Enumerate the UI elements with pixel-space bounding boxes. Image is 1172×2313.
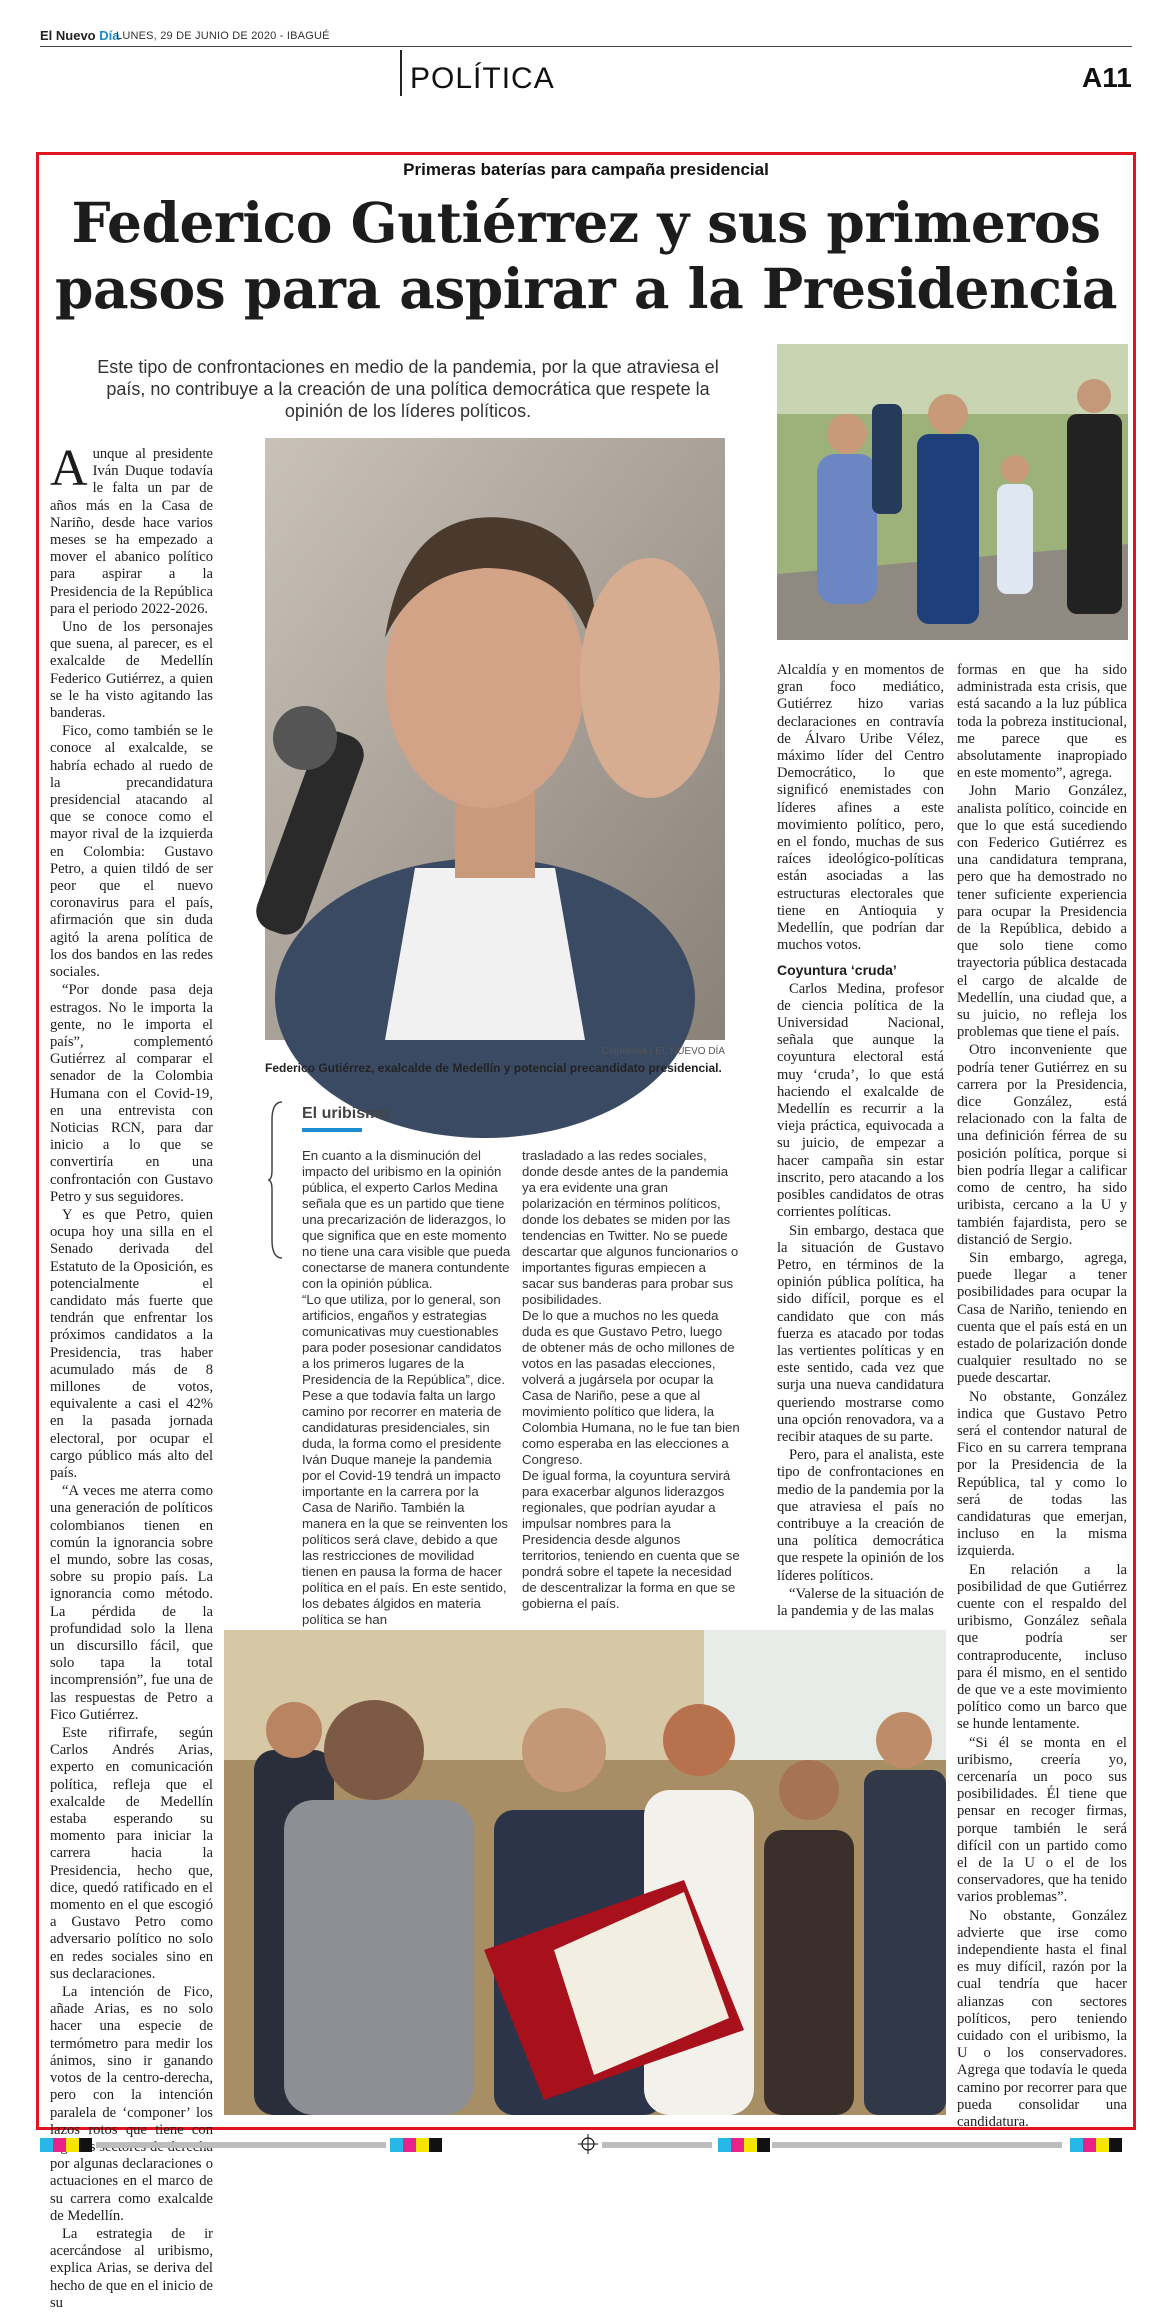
sidebar-brace	[268, 1100, 286, 1260]
registration-color-bar-center	[390, 2138, 442, 2152]
sidebar-paragraph: trasladado a las redes sociales, donde desde antes de la pandemia ya era evidente una gran polarización en términos políticos, donde los debates se miden por las tendencias en Twitter. No se puede descartar que algunos funcionarios o importantes figuras empiecen a sacar sus banderas para probar sus posibilidades.	[522, 1148, 739, 1307]
article-headline	[50, 190, 1122, 322]
portrait-image	[265, 438, 725, 1040]
section-divider	[400, 50, 402, 96]
registration-gray-bar	[602, 2142, 712, 2148]
article-subhead: Coyuntura ‘cruda’	[777, 962, 897, 979]
registration-crosshair-icon	[578, 2134, 598, 2154]
sidebar-accent-rule	[302, 1128, 362, 1132]
sidebar-paragraph: De lo que a muchos no les queda duda es que Gustavo Petro, luego de obtener más de ocho millones de votos en las pasadas elecciones, volverá a jugársela por ocupar la Casa de Nariño, pese a que al movimiento político que lidera, la Colombia Humana, no le fue tan bien como esperaba en las elecciones a Congreso.	[522, 1308, 740, 1467]
sidebar-column-b	[522, 1148, 740, 1612]
sidebar-paragraph: “Lo que utiliza, por lo general, son artificios, engaños y estrategias comunicativas muy cuestionables para poder posesionar candidatos a los primeros lugares de la Presidencia de la República”, dice.	[302, 1292, 506, 1387]
registration-color-bar-right	[718, 2138, 770, 2152]
paragraph: Y es que Petro, quien ocupa hoy una silla en el Senado derivada del Estatuto de la Oposición, es potencialmente el candidato más fuerte que tendrán que enfrentar los próximos candidatos a la Presidencia, tras haber acumulado más de 8 millones de votos, equivalente a casi el 42% en la pasada jornada electoral, por ocupar el cargo público más alto del país.	[50, 1206, 213, 1481]
paragraph: En relación a la posibilidad de que Gutiérrez cuente con el respaldo del uribismo, González señala que podría ser contraproducente, incluso para él mismo, en el sentido de que ve a este movimiento político como un barco que se hunde lentamente.	[957, 1561, 1127, 1733]
paragraph: Uno de los personajes que suena, al parecer, es el exalcalde de Medellín Federico Gutiérrez, a quien se le ha visto agitando las banderas.	[50, 619, 213, 722]
paragraph: Este rifirrafe, según Carlos Andrés Arias, experto en comunicación política, refleja que el exalcalde de Medellín estaba esperando su momento para iniciar la carrera hacia la Presidencia, hecho que, dice, quedó ratificado en el momento en el que escogió a Gustavo Petro como adversario político no solo en redes sociales sino en sus declaraciones.	[50, 1725, 213, 1982]
registration-color-bar-left	[40, 2138, 92, 2152]
ceremony-photo[interactable]	[224, 1630, 946, 2115]
paragraph: Carlos Medina, profesor de ciencia política de la Universidad Nacional, señala que aunque la coyuntura electoral está muy ‘cruda’, lo que está haciendo el exalcalde de Medellín es recurrir a la vieja práctica, equivocada a su juicio, de empezar a hacer campaña sin estar inscrito, pero atacando a los posibles candidatos de otras corrientes políticas.	[777, 980, 944, 1221]
paragraph: “Valerse de la situación de la pandemia y de las malas	[777, 1585, 944, 1619]
paragraph: Sin embargo, destaca que la situación de Gustavo Petro, en términos de la opinión pública política, ha sido difícil, porque es el candidato que con más fuerza es atacado por todas las vertientes políticas y en este sentido, cada vez que surja una nueva candidatura queriendo mostrarse como una opción renovadora, va a recibir ataques de su parte.	[777, 1222, 944, 1445]
article-column-3	[777, 662, 944, 1621]
sidebar-paragraph: De igual forma, la coyuntura servirá para exacerbar algunos liderazgos regionales, que podrían ayudar a impulsar nombres para la Presidencia desde algunos territorios, teniendo en cuenta que se pondrá sobre el tapete la necesidad de descentralizar la forma en que se gobierna el país.	[522, 1468, 740, 1611]
paragraph: “A veces me aterra como una generación de políticos colombianos tienen en común la ignorancia sobre el mundo, sobre las cosas, sobre su propio país. La ignorancia como método. La pérdida de la profundidad solo la llena un discursillo fácil, que solo tapa la total incomprensión”, fue una de las respuestas de Petro a Fico Gutiérrez.	[50, 1483, 213, 1723]
paragraph: No obstante, González indica que Gustavo Petro será el contendor natural de Fico en su carrera temprana por la Presidencia de la República, tal y como lo será de todas las candidaturas que emerjan, incluso en la misma izquierda.	[957, 1388, 1127, 1560]
paragraph: John Mario González, analista político, coincide en que lo que está sucediendo con Federico Gutiérrez es una candidatura temprana, pero que ha demostrado no tener suficiente experiencia para ocupar la Presidencia de la República, debido a que solo tiene como trayectoria pública destacada el cargo de alcalde de Medellín, una ciudad que, a su juicio, no refleja los problemas que tiene el país.	[957, 783, 1127, 1041]
masthead-divider	[40, 46, 1132, 47]
article-column-1	[50, 440, 213, 2313]
headline-line-1: Federico Gutiérrez y sus primeros	[71, 190, 1101, 255]
paragraph: Fico, como también se le conoce al exalcalde, se habría echado al ruedo de la precandidatura presidencial atacando al que se conoce como el mayor rival de la izquierda en Colombia: Gustavo Petro, a quien tildó de ser peor que el nuevo coronavirus para el país, afirmación que sin duda agitó la arena política de los dos bandos en las redes sociales.	[50, 723, 213, 981]
article-kicker: Primeras baterías para campaña presidencial	[403, 160, 769, 179]
ceremony-image	[224, 1630, 946, 2115]
sidebar-paragraph: Pese a que todavía falta un largo camino por recorrer en materia de candidaturas presidenciales, sin duda, la forma como el presidente Iván Duque maneje la pandemia por el Covid-19 tendrá un impacto importante en la carrera por la Casa de Nariño. También la manera en la que se reinventen los políticos será clave, debido a que las restricciones de movilidad tienen en pausa la forma de hacer política en el país. En este sentido, los debates álgidos en materia política se han	[302, 1388, 509, 1627]
paragraph: formas en que ha sido administrada esta crisis, que está sacando a la luz pública toda la pobreza institucional, me parece que es absolutamente inapropiado en este momento”, agrega.	[957, 662, 1127, 782]
main-photo[interactable]	[265, 438, 725, 1040]
dropcap: A	[50, 440, 88, 497]
headline-line-2: pasos para aspirar a la Presidencia	[54, 256, 1117, 321]
paragraph: Otro inconveniente que podría tener Gutiérrez en su carrera por la Presidencia, dice González, está relacionado con la falta de una definición férrea de su posición política, porque si bien podría llegar a calificar como de centro, ha sido uribista, cercano a la U y también fajardista, pero se distanció de Sergio.	[957, 1042, 1127, 1248]
walking-group-photo[interactable]	[777, 344, 1128, 640]
dateline: LUNES, 29 DE JUNIO DE 2020 - IBAGUÉ	[116, 30, 330, 42]
paragraph: Pero, para el analista, este tipo de confrontaciones en medio de la pandemia por la que atraviesa el país no contribuye a la creación de una política democrática que respete la opinión de los líderes políticos.	[777, 1447, 944, 1584]
paragraph-lead: Aunque al presidente Iván Duque todavía le falta un par de años más en la Casa de Nariño, desde hace varios meses se ha empezado a mover el abanico político para aspirar a la Presidencia de la República para el periodo 2022-2026.	[50, 440, 213, 617]
newspaper-logo[interactable]: El Nuevo Día	[40, 28, 120, 43]
paragraph: Sin embargo, agrega, puede llegar a tener posibilidades para ocupar la Casa de Nariño, teniendo en cuenta que el país está en un estado de polarización donde cualquier resultado no se puede descartar.	[957, 1249, 1127, 1387]
sidebar-paragraph: En cuanto a la disminución del impacto del uribismo en la opinión pública, el experto Carlos Medina señala que es un partido que tiene una precarización de liderazgos, lo que significa que en este momento no tiene una cara visible que pueda conectarse de manera contundente con la opinión pública.	[302, 1148, 511, 1291]
paragraph: La intención de Fico, añade Arias, es no solo hacer una especie de termómetro para medir los ánimos, sino ir ganando votos de la centro-derecha, pero con la intención paralela de ‘componer’ los lazos rotos que tiene con por algunas declaraciones o actuaciones en el marco de su carrera como exalcalde de Medellín.	[50, 1984, 213, 2224]
paragraph: Alcaldía y en momentos de gran foco mediático, Gutiérrez hizo varias declaraciones en contravía de Álvaro Uribe Vélez, máximo líder del Centro Democrático, lo que significó enemistades con líderes afines a este movimiento político, pero, en el fondo, muchas de sus raíces ideológico-políticas están asociadas a las estructuras electorales que tiene en Antioquia y Medellín, que podrían dar muchos votos.	[777, 662, 944, 954]
sidebar-title: El uribismo	[302, 1105, 390, 1122]
paragraph: La estrategia de ir acercándose al uribismo, explica Arias, se deriva del hecho de que en el inicio de su	[50, 2225, 213, 2311]
article-column-4	[957, 662, 1127, 2132]
section-label: POLÍTICA	[410, 62, 555, 95]
photo-credit: Colprensa / EL NUEVO DÍA	[601, 1046, 725, 1057]
registration-gray-bar	[96, 2142, 386, 2148]
paragraph: “Si él se monta en el uribismo, creería yo, cercenaría un poco sus posibilidades. Él tiene que pensar en recoger firmas, porque también le será difícil con un partido como el de la U o el de los conservadores, que ha tenido varios problemas”.	[957, 1734, 1127, 1906]
registration-color-bar-far-right	[1070, 2138, 1122, 2152]
walking-group-image	[777, 344, 1128, 640]
page-number: A11	[1082, 62, 1132, 93]
registration-gray-bar	[772, 2142, 1062, 2148]
article-deck: Este tipo de confrontaciones en medio de la pandemia, por la que atraviesa el país, no contribuye a la creación de una política democrática que respete la opinión de los líderes políticos.	[97, 357, 719, 421]
paragraph: “Por donde pasa deja estragos. No le importa la gente, no le importa el país”, complementó Gutiérrez al comparar el senador de la Colombia Humana con el Covid-19, en una entrevista con Noticias RCN, para dar inicio a lo que se convertiría en una confrontación con Gustavo Petro y sus seguidores.	[50, 982, 213, 1205]
photo-caption: Federico Gutiérrez, exalcalde de Medellín y potencial precandidato presidencial.	[265, 1061, 722, 1075]
paragraph: No obstante, González advierte que irse como independiente hasta el final es muy difícil, razón por la cual tendría que hacer alianzas con sectores políticos, pero teniendo cuidado con el uribismo, la U o los conservadores. Agrega que todavía le queda camino por recorrer para que pueda consolidar una candidatura.	[957, 1907, 1127, 2131]
sidebar-column-a	[302, 1148, 512, 1628]
masthead	[40, 28, 1132, 48]
